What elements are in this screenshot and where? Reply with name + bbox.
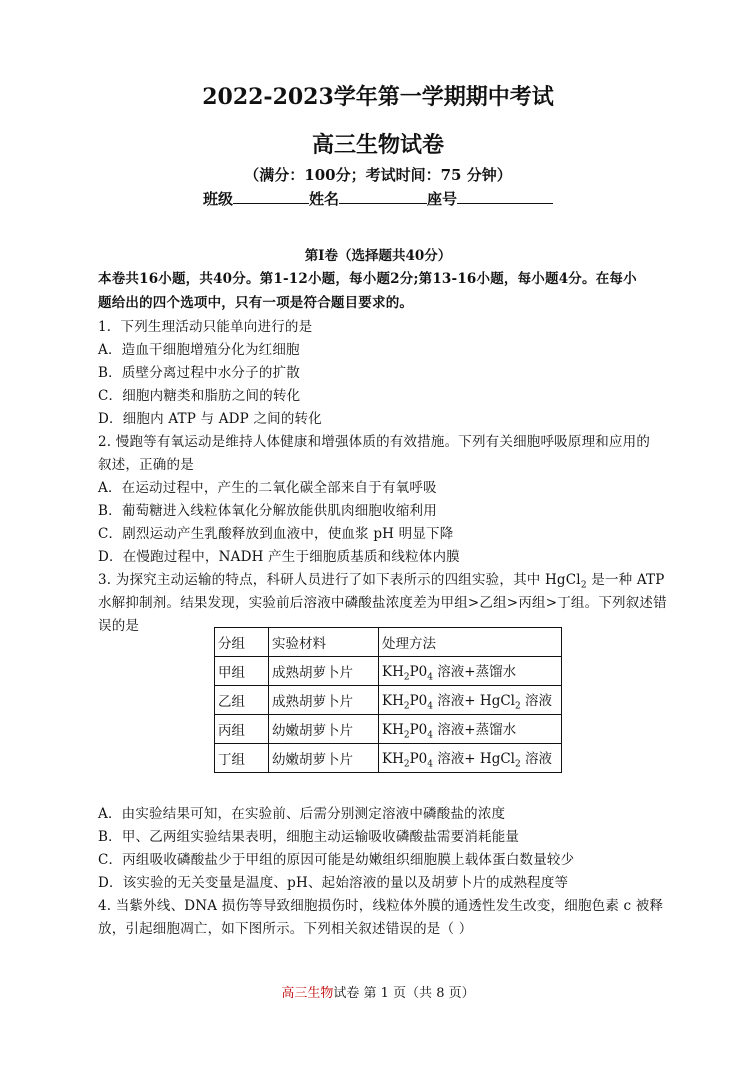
q3-option-b: B．甲、乙两组实验结果表明，细胞主动运输吸收磷酸盐需要消耗能量 — [98, 829, 520, 845]
q1-option-d: D．细胞内 ATP 与 ADP 之间的转化 — [98, 411, 322, 427]
cell-material: 幼嫩胡萝卜片 — [269, 715, 379, 744]
cell-treatment: $KH_2P0_4$ 溶液+ HgCl$_2$ 溶液 — [379, 686, 562, 715]
footer-page-info: 试卷 第 1 页（共 8 页） — [333, 986, 475, 1001]
q3-option-c: C．丙组吸收磷酸盐少于甲组的原因可能是幼嫩组织细胞膜上载体蛋白数量较少 — [98, 852, 575, 868]
table-row — [215, 686, 562, 715]
q2-option-d: D．在慢跑过程中，NADH 产生于细胞质基质和线粒体内膜 — [98, 549, 460, 565]
cell-group: 乙组 — [215, 686, 269, 715]
q4-stem-line-1: 4. 当紫外线、DNA 损伤等导致细胞损伤时，线粒体外膜的通透性发生改变，细胞色素 c 被释 — [98, 898, 664, 914]
section-title: 第Ⅰ卷（选择题共40分） — [304, 248, 452, 264]
footer-subject: 高三生物 — [281, 986, 334, 1001]
table-row — [215, 744, 562, 773]
header-material: 实验材料 — [269, 628, 379, 657]
cell-group: 丙组 — [215, 715, 269, 744]
q2-option-b: B．葡萄糖进入线粒体氧化分解放能供肌肉细胞收缩利用 — [98, 503, 437, 519]
cell-group: 丁组 — [215, 744, 269, 773]
q2-option-c: C．剧烈运动产生乳酸释放到血液中，使血浆 pH 明显下降 — [98, 526, 454, 542]
q2-stem-line-1: 2. 慢跑等有氧运动是维持人体健康和增强体质的有效措施。下列有关细胞呼吸原理和应用的 — [98, 434, 651, 450]
q3-option-d: D．该实验的无关变量是温度、pH、起始溶液的量以及胡萝卜片的成熟程度等 — [98, 875, 569, 891]
q1-option-c: C．细胞内糖类和脂肪之间的转化 — [98, 388, 301, 404]
q3-stem-line-2: 水解抑制剂。结果发现，实验前后溶液中磷酸盐浓度差为甲组>乙组>丙组>丁组。下列叙述错 — [98, 595, 667, 611]
experiment-table — [214, 627, 562, 773]
instructions-line-2: 题给出的四个选项中，只有一项是符合题目要求的。 — [98, 295, 414, 311]
seat-blank — [457, 189, 553, 204]
q1-stem: 1．下列生理活动只能单向进行的是 — [98, 319, 313, 335]
exam-subtitle: 高三生物试卷 — [311, 132, 444, 158]
class-blank — [233, 189, 309, 204]
cell-treatment: $KH_2P0_4$ 溶液+蒸馏水 — [379, 657, 562, 686]
exam-title: 2022-2023学年第一学期期中考试 — [202, 84, 554, 110]
exam-info: （满分：100分；考试时间：75 分钟） — [244, 166, 512, 184]
header-treatment: 处理方法 — [379, 628, 562, 657]
cell-material: 成熟胡萝卜片 — [269, 657, 379, 686]
q2-option-a: A．在运动过程中，产生的二氧化碳全部来自于有氧呼吸 — [98, 480, 437, 496]
q3-stem-line-3: 误的是 — [98, 618, 140, 634]
q3-stem-line-1: 3. 为探究主动运输的特点，科研人员进行了如下表所示的四组实验，其中 HgCl$_2$ 是一种 ATP — [98, 572, 665, 591]
header-group: 分组 — [215, 628, 269, 657]
student-info-line — [0, 188, 756, 209]
q2-stem-line-2: 叙述，正确的是 — [98, 457, 194, 473]
cell-material: 成熟胡萝卜片 — [269, 686, 379, 715]
cell-group: 甲组 — [215, 657, 269, 686]
table-row — [215, 657, 562, 686]
q3-option-a: A．由实验结果可知，在实验前、后需分别测定溶液中磷酸盐的浓度 — [98, 806, 506, 822]
q1-option-b: B．质壁分离过程中水分子的扩散 — [98, 365, 300, 381]
name-blank — [339, 189, 427, 204]
cell-treatment: $KH_2P0_4$ 溶液+蒸馏水 — [379, 715, 562, 744]
page-footer — [0, 982, 756, 1001]
name-label: 姓名 — [308, 190, 339, 208]
seat-label: 座号 — [427, 190, 458, 208]
q4-stem-line-2: 放，引起细胞凋亡，如下图所示。下列相关叙述错误的是（ ） — [98, 921, 473, 937]
class-label: 班级 — [202, 190, 233, 208]
cell-treatment: $KH_2P0_4$ 溶液+ HgCl$_2$ 溶液 — [379, 744, 562, 773]
table-header-row — [215, 628, 562, 657]
table-row — [215, 715, 562, 744]
cell-material: 幼嫩胡萝卜片 — [269, 744, 379, 773]
instructions-line-1: 本卷共16小题，共40分。第1-12小题，每小题2分;第13-16小题，每小题4分。在每小 — [98, 271, 637, 287]
q1-option-a: A．造血干细胞增殖分化为红细胞 — [98, 342, 300, 358]
